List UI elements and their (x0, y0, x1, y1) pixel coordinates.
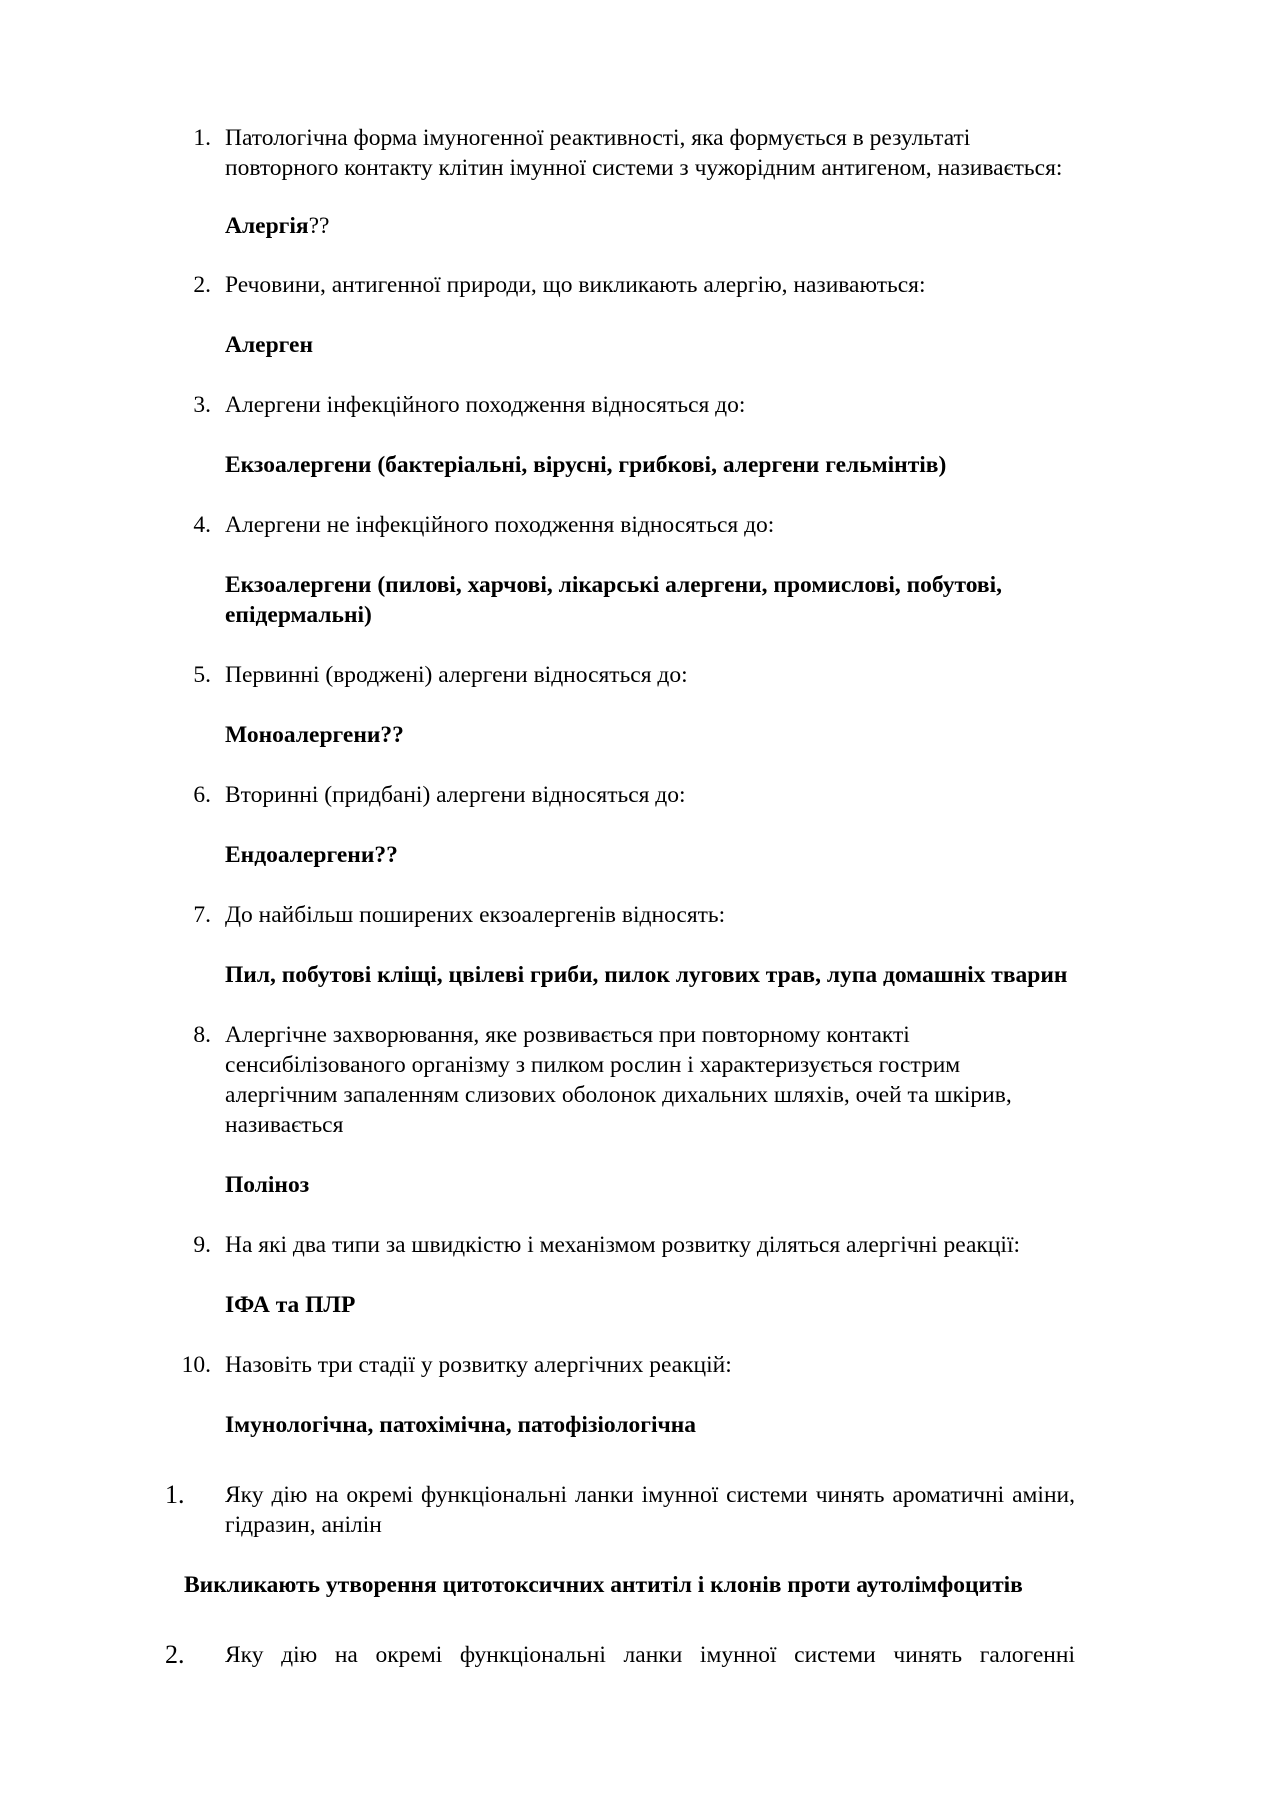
question-text: Яку дію на окремі функціональні ланки імунної системи чинять ароматичні аміни, гідразин, анілін (225, 1482, 1075, 1538)
answer-text: Алергія (225, 213, 309, 239)
answer-text: ІФА та ПЛР (225, 1292, 356, 1318)
question-text: Яку дію на окремі функціональні ланки імунної системи чинять галогенні (225, 1642, 1075, 1668)
question-7 (193, 900, 1075, 930)
answer-4 (225, 570, 1075, 630)
item-number: 5. (193, 662, 211, 688)
answer-2 (225, 330, 1145, 360)
item-number: 1. (193, 125, 211, 151)
item-number: 4. (193, 512, 211, 538)
question-text: Речовини, антигенної природи, що викликають алергію, називаються: (225, 272, 926, 298)
item-number: 3. (193, 392, 211, 418)
question-10 (181, 1350, 1075, 1380)
answer-text: Викликають утворення цитотоксичних антитіл і клонів проти аутолімфоцитів (184, 1572, 1023, 1598)
question-6 (193, 780, 1075, 810)
question-text: Первинні (вроджені) алергени відносяться до: (225, 662, 688, 688)
item-number: 1. (165, 1480, 185, 1509)
answer-text: Поліноз (225, 1172, 310, 1198)
answer-6 (225, 840, 1145, 870)
item-number: 9. (193, 1232, 211, 1258)
item-number: 2. (193, 272, 211, 298)
question-9 (193, 1230, 1075, 1260)
answer-10 (225, 1410, 1145, 1440)
question-3 (193, 390, 1075, 420)
question-2 (193, 270, 1075, 300)
question-text: Вторинні (придбані) алергени відносяться до: (225, 782, 686, 808)
item-number: 10. (181, 1352, 211, 1378)
answer-text: Ендоалергени?? (225, 842, 398, 868)
answer-text: Імунологічна, патохімічна, патофізіологічна (225, 1412, 697, 1438)
question-8 (193, 1020, 1075, 1140)
answer-5 (225, 720, 1145, 750)
answer-text: Алерген (225, 332, 313, 358)
question-text: Алергічне захворювання, яке розвивається при повторному контакті сенсибілізованого організму з пилком рослин і характеризується гострим алергічним запаленням слизових оболонок дихальних шляхів, очей та шкірив, називається (225, 1022, 1012, 1138)
question-text: До найбільш поширених екзоалергенів відносять: (225, 902, 726, 928)
answer-text: Екзоалергени (пилові, харчові, лікарські алергени, промислові, побутові, епідермальні) (225, 572, 1003, 628)
question-text: На які два типи за швидкістю і механізмом розвитку діляться алергічні реакції: (225, 1232, 1021, 1258)
answer-b1 (184, 1570, 1184, 1600)
question-text: Алергени не інфекційного походження відносяться до: (225, 512, 775, 538)
answer-text: Пил, побутові кліщі, цвілеві гриби, пилок лугових трав, лупа домашніх тварин (225, 962, 1068, 988)
answer-1 (225, 211, 1145, 241)
question-1 (193, 123, 1075, 183)
question-b1 (165, 1480, 1075, 1540)
item-number: 7. (193, 902, 211, 928)
question-4 (193, 510, 1075, 540)
question-b2 (165, 1640, 1075, 1670)
question-text: Алергени інфекційного походження відносяться до: (225, 392, 746, 418)
question-text: Назовіть три стадії у розвитку алергічних реакцій: (225, 1352, 732, 1378)
question-text: Патологічна форма імуногенної реактивності, яка формується в результаті повторного контакту клітин імунної системи з чужорідним антигеном, називається: (225, 125, 1063, 181)
item-number: 8. (193, 1022, 211, 1048)
answer-text: Моноалергени?? (225, 722, 404, 748)
answer-suffix: ?? (308, 213, 330, 239)
answer-8 (225, 1170, 1145, 1200)
answer-text: Екзоалергени (бактеріальні, вірусні, грибкові, алергени гельмінтів) (225, 452, 947, 478)
item-number: 2. (165, 1640, 185, 1669)
item-number: 6. (193, 782, 211, 808)
answer-3 (225, 450, 1145, 480)
answer-7 (225, 960, 1145, 990)
question-5 (193, 660, 1075, 690)
answer-9 (225, 1290, 1145, 1320)
